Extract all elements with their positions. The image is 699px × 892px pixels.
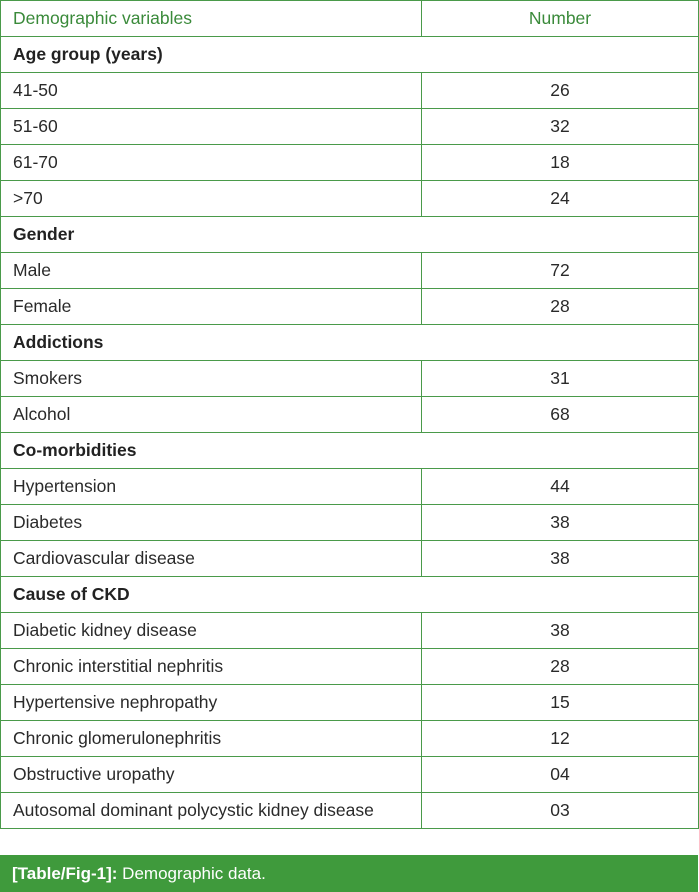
caption-text: Demographic data. — [117, 864, 266, 883]
table-row — [1, 469, 699, 505]
row-value: 44 — [422, 469, 699, 505]
row-label: 41-50 — [1, 73, 422, 109]
row-label: Hypertension — [1, 469, 422, 505]
row-label: Alcohol — [1, 397, 422, 433]
table-row — [1, 505, 699, 541]
table-row — [1, 73, 699, 109]
header-row — [1, 1, 699, 37]
group-row — [1, 433, 699, 469]
group-title: Addictions — [1, 325, 699, 361]
group-title: Gender — [1, 217, 699, 253]
group-row — [1, 577, 699, 613]
group-row — [1, 37, 699, 73]
header-number: Number — [422, 1, 699, 37]
table-row — [1, 541, 699, 577]
table-row — [1, 685, 699, 721]
row-value: 38 — [422, 541, 699, 577]
row-value: 15 — [422, 685, 699, 721]
row-label: Cardiovascular disease — [1, 541, 422, 577]
row-value: 28 — [422, 289, 699, 325]
row-value: 12 — [422, 721, 699, 757]
row-label: 51-60 — [1, 109, 422, 145]
row-label: Chronic glomerulonephritis — [1, 721, 422, 757]
row-label: Female — [1, 289, 422, 325]
row-value: 38 — [422, 505, 699, 541]
row-value: 31 — [422, 361, 699, 397]
group-title: Age group (years) — [1, 37, 699, 73]
row-value: 24 — [422, 181, 699, 217]
table-row — [1, 757, 699, 793]
table-row — [1, 145, 699, 181]
row-value: 03 — [422, 793, 699, 829]
group-title: Co-morbidities — [1, 433, 699, 469]
row-label: Diabetic kidney disease — [1, 613, 422, 649]
row-value: 68 — [422, 397, 699, 433]
table-row — [1, 289, 699, 325]
row-value: 32 — [422, 109, 699, 145]
table-row — [1, 361, 699, 397]
row-label: Smokers — [1, 361, 422, 397]
row-value: 72 — [422, 253, 699, 289]
table-row — [1, 613, 699, 649]
row-label: >70 — [1, 181, 422, 217]
table-row — [1, 649, 699, 685]
row-label: Autosomal dominant polycystic kidney disease — [1, 793, 422, 829]
row-label: Hypertensive nephropathy — [1, 685, 422, 721]
table-row — [1, 181, 699, 217]
row-value: 18 — [422, 145, 699, 181]
figure-caption — [0, 855, 698, 892]
row-label: 61-70 — [1, 145, 422, 181]
table-row — [1, 109, 699, 145]
caption-label: [Table/Fig-1]: — [12, 864, 118, 883]
row-label: Male — [1, 253, 422, 289]
row-label: Chronic interstitial nephritis — [1, 649, 422, 685]
group-row — [1, 217, 699, 253]
header-variables: Demographic variables — [1, 1, 422, 37]
table-row — [1, 253, 699, 289]
group-row — [1, 325, 699, 361]
row-value: 04 — [422, 757, 699, 793]
table-row — [1, 793, 699, 829]
row-value: 38 — [422, 613, 699, 649]
row-value: 26 — [422, 73, 699, 109]
table-row — [1, 397, 699, 433]
row-label: Diabetes — [1, 505, 422, 541]
table-row — [1, 721, 699, 757]
row-value: 28 — [422, 649, 699, 685]
row-label: Obstructive uropathy — [1, 757, 422, 793]
group-title: Cause of CKD — [1, 577, 699, 613]
table-body — [1, 37, 699, 829]
